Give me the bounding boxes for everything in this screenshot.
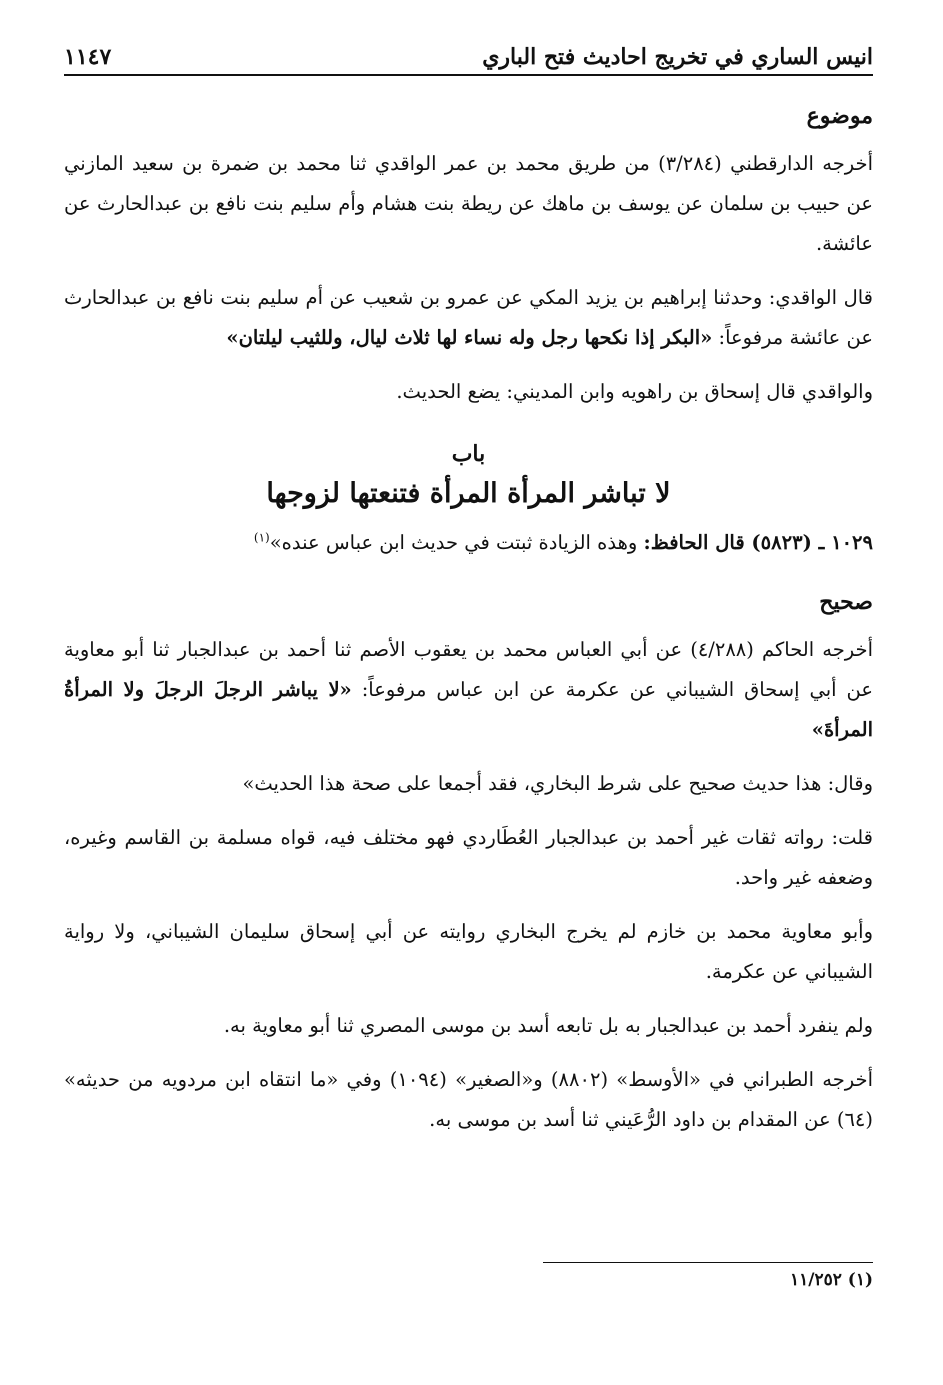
paragraph-hakim-verdict: وقال: هذا حديث صحيح على شرط البخاري، فقد أجمعا على صحة هذا الحديث»	[242, 772, 873, 795]
entry-text: وهذه الزيادة ثبتت في حديث ابن عباس عنده»	[269, 531, 644, 554]
chapter-title: لا تباشر المرأة المرأة فتنعتها لزوجها	[266, 478, 671, 509]
paragraph-takhrij-hakim	[64, 630, 873, 750]
book-title: انيس الساري في تخريج احاديث فتح الباري	[482, 44, 873, 70]
paragraph-tabarani: أخرجه الطبراني في «الأوسط» (٨٨٠٢) و«الصغير» (١٠٩٤) وفي «ما انتقاه ابن مردويه من حديثه» (٦٤) عن المقدام بن داود الرُّعَيني ثنا أسد بن موسى به.	[64, 1068, 873, 1131]
chapter-heading	[64, 436, 873, 516]
paragraph-takhrij-daraqutni: أخرجه الدارقطني (٣/٢٨٤) من طريق محمد بن عمر الواقدي ثنا محمد بن ضمرة بن سعيد المازني عن حبيب بن سلمان عن يوسف بن ماهك عن ريطة بنت هشام وأم سليم بنت نافع بن عبدالحارث عن عائشة.	[64, 152, 873, 255]
paragraph-abu-muawiya: وأبو معاوية محمد بن خازم لم يخرج البخاري روايته عن أبي إسحاق سليمان الشيباني، ولا رواية الشيباني عن عكرمة.	[64, 920, 873, 983]
paragraph-narrators-note: قلت: رواته ثقات غير أحمد بن عبدالجبار العُطَاردي فهو مختلف فيه، قواه مسلمة بن القاسم وغيره، وضعفه غير واحد.	[64, 826, 873, 889]
hadith-quote: «البكر إذا نكحها رجل وله نساء لها ثلاث ليال، وللثيب ليلتان»	[226, 326, 713, 349]
hadith-entry	[64, 526, 873, 560]
footnote: (١) ١١/٢٥٢	[789, 1270, 873, 1290]
paragraph-waqidi-criticism: والواقدي قال إسحاق بن راهويه وابن المديني: يضع الحديث.	[396, 380, 873, 403]
narration-chain: قال الواقدي: وحدثنا إبراهيم بن يزيد المكي عن عمرو بن شعيب عن أم سليم بنت نافع بن عبدالحارث عن عائشة مرفوعاً:	[64, 286, 873, 349]
running-header	[64, 34, 873, 76]
chapter-label: باب	[451, 441, 486, 467]
footnote-ref[interactable]: (١)	[253, 530, 270, 545]
main-text	[64, 96, 873, 1154]
page-number: ١١٤٧	[64, 44, 112, 70]
paragraph-waqidi-narration	[64, 278, 873, 358]
grade-heading-sahih: صحيح	[819, 589, 873, 615]
paragraph-mutabaa: ولم ينفرد أحمد بن عبدالجبار به بل تابعه أسد بن موسى المصري ثنا أبو معاوية به.	[223, 1014, 873, 1037]
narration-chain: أخرجه الحاكم (٤/٢٨٨) عن أبي العباس محمد بن يعقوب الأصم ثنا أحمد بن عبدالجبار ثنا أبو معاوية عن أبي إسحاق الشيباني عن عكرمة عن ابن عباس مرفوعاً:	[64, 638, 873, 701]
grade-heading-mawdu: موضوع	[806, 103, 873, 129]
footnote-divider	[543, 1262, 873, 1263]
hadith-quote: «لا يباشر الرجلَ الرجلَ ولا المرأةُ المرأةَ»	[64, 678, 873, 741]
entry-number: ١٠٢٩ ـ (٥٨٢٣) قال الحافظ:	[643, 531, 873, 554]
